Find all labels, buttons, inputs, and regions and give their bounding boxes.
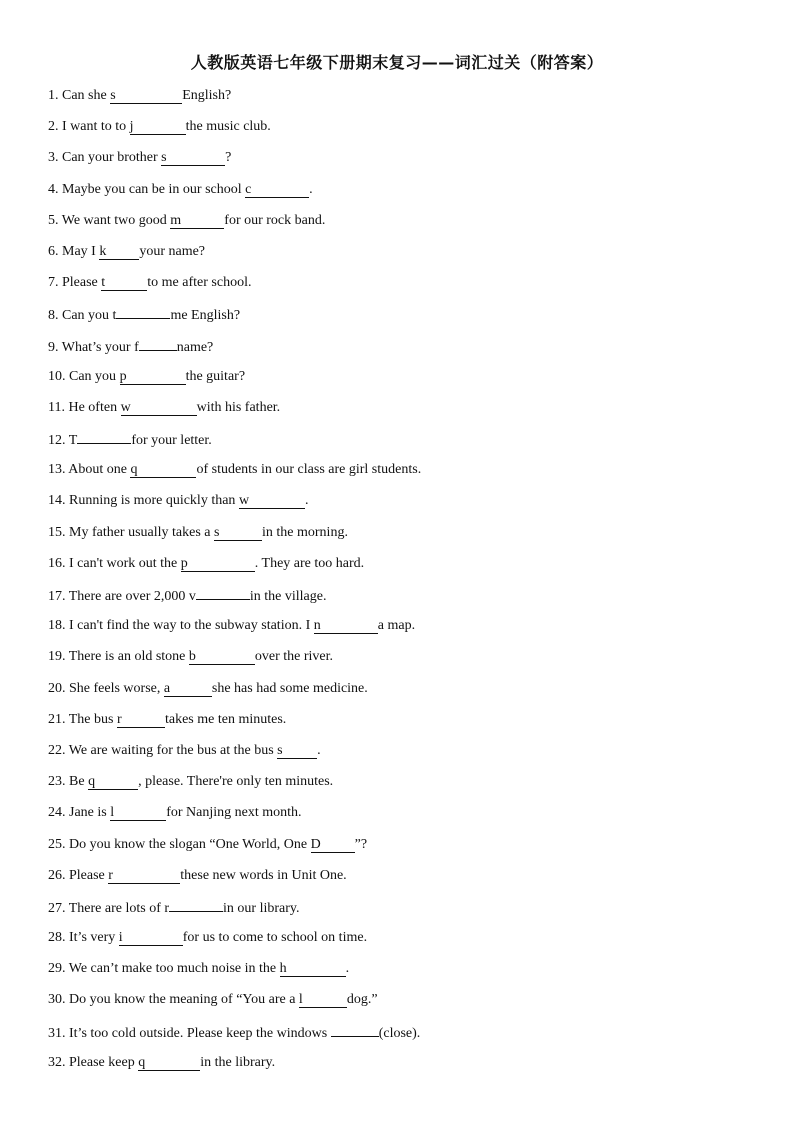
answer-blank[interactable]: q bbox=[138, 1055, 200, 1071]
answer-blank[interactable] bbox=[77, 428, 131, 444]
question-item bbox=[48, 678, 768, 709]
question-text-after: English? bbox=[182, 88, 232, 103]
question-item bbox=[48, 210, 768, 241]
page-title: 人教版英语七年级下册期末复习——词汇过关（附答案） bbox=[190, 53, 604, 72]
answer-blank[interactable]: c bbox=[245, 182, 309, 198]
question-item bbox=[48, 646, 768, 677]
question-text-before: 1. Can she bbox=[48, 88, 111, 103]
question-text-before: 25. Do you know the slogan “One World, One bbox=[48, 836, 311, 852]
question-text-after: a map. bbox=[377, 618, 416, 634]
question-text-before: 16. I can't work out the bbox=[48, 555, 181, 571]
question-text-before: 28. It’s very bbox=[48, 930, 119, 946]
question-text-after: . bbox=[304, 493, 309, 509]
question-text-before: 9. What’s your f bbox=[48, 339, 139, 355]
question-item bbox=[48, 771, 768, 802]
answer-blank[interactable]: s bbox=[110, 88, 182, 104]
question-text-before: 30. Do you know the meaning of “You are a bbox=[48, 992, 299, 1008]
question-text-before: 26. Please bbox=[48, 867, 109, 883]
question-item bbox=[48, 85, 768, 116]
question-text-after: me English? bbox=[170, 308, 241, 324]
question-item bbox=[48, 397, 768, 428]
question-item bbox=[48, 428, 768, 459]
question-text-after: to me after school. bbox=[147, 275, 252, 291]
question-item bbox=[48, 459, 768, 490]
question-item bbox=[48, 522, 768, 553]
question-text-before: 11. He often bbox=[48, 399, 121, 415]
question-text-after: for your letter. bbox=[131, 433, 212, 449]
question-text-before: 8. Can you t bbox=[48, 308, 117, 324]
answer-blank[interactable]: q bbox=[130, 462, 196, 478]
answer-blank[interactable] bbox=[196, 584, 250, 600]
question-item bbox=[48, 896, 768, 927]
question-item bbox=[48, 709, 768, 740]
answer-blank[interactable]: m bbox=[170, 213, 224, 229]
question-text-after: for us to come to school on time. bbox=[182, 930, 368, 946]
answer-blank[interactable]: t bbox=[101, 275, 147, 291]
answer-blank[interactable]: l bbox=[110, 805, 166, 821]
question-text-after: , please. There're only ten minutes. bbox=[138, 774, 334, 790]
question-text-after: the guitar? bbox=[185, 368, 246, 384]
answer-blank[interactable]: n bbox=[314, 618, 378, 634]
question-item bbox=[48, 865, 768, 896]
answer-blank[interactable]: s bbox=[277, 743, 317, 759]
question-text-after: ? bbox=[225, 150, 232, 166]
question-text-after: these new words in Unit One. bbox=[180, 867, 347, 883]
answer-blank[interactable] bbox=[331, 1021, 379, 1037]
question-text-before: 22. We are waiting for the bus at the bus bbox=[48, 742, 278, 758]
answer-blank[interactable]: h bbox=[280, 961, 346, 977]
question-text-after: . They are too hard. bbox=[254, 555, 365, 571]
question-text-after: your name? bbox=[139, 243, 206, 259]
question-text-before: 27. There are lots of r bbox=[48, 900, 170, 916]
question-text-after: . bbox=[309, 181, 313, 197]
question-text-before: 2. I want to to bbox=[48, 119, 130, 135]
question-text-after: in the village. bbox=[249, 589, 327, 604]
question-text-before: 29. We can’t make too much noise in the bbox=[48, 961, 280, 977]
answer-blank[interactable]: a bbox=[164, 681, 212, 697]
question-text-before: 3. Can your brother bbox=[48, 150, 162, 166]
answer-blank[interactable]: q bbox=[88, 774, 138, 790]
question-item bbox=[48, 335, 768, 366]
answer-blank[interactable]: l bbox=[299, 992, 347, 1008]
question-text-after: the music club. bbox=[185, 119, 271, 135]
question-item bbox=[48, 490, 768, 521]
question-text-before: 5. We want two good bbox=[48, 212, 171, 228]
question-text-before: 24. Jane is bbox=[48, 805, 111, 821]
question-text-after: of students in our class are girl students. bbox=[196, 462, 422, 478]
answer-blank[interactable] bbox=[139, 335, 177, 351]
question-item bbox=[48, 179, 768, 210]
answer-blank[interactable]: r bbox=[108, 868, 180, 884]
question-text-after: dog.” bbox=[346, 992, 378, 1008]
question-text-before: 23. Be bbox=[48, 774, 89, 790]
question-text-before: 17. There are over 2,000 v bbox=[48, 589, 196, 604]
question-text-after: with his father. bbox=[196, 399, 281, 415]
question-text-after: takes me ten minutes. bbox=[164, 711, 287, 727]
question-text-after: in our library. bbox=[223, 900, 300, 916]
question-text-before: 14. Running is more quickly than bbox=[48, 493, 239, 509]
question-item bbox=[48, 116, 768, 147]
question-text-before: 6. May I bbox=[48, 243, 100, 259]
answer-blank[interactable]: w bbox=[239, 493, 305, 509]
answer-blank[interactable]: w bbox=[121, 400, 197, 416]
question-text-after: in the library. bbox=[200, 1054, 276, 1070]
question-list bbox=[48, 85, 768, 1083]
question-item bbox=[48, 615, 768, 646]
question-text-before: 31. It’s too cold outside. Please keep the windows bbox=[48, 1025, 331, 1041]
question-text-before: 32. Please keep bbox=[48, 1054, 139, 1070]
question-text-after: name? bbox=[176, 339, 214, 355]
question-item bbox=[48, 147, 768, 178]
question-text-after: for our rock band. bbox=[224, 212, 326, 228]
answer-blank[interactable]: s bbox=[161, 150, 225, 166]
answer-blank[interactable]: r bbox=[117, 712, 165, 728]
question-text-after: ”? bbox=[354, 836, 368, 852]
answer-blank[interactable]: b bbox=[189, 649, 255, 665]
question-text-after: . bbox=[317, 742, 321, 758]
answer-blank[interactable]: s bbox=[214, 525, 262, 541]
answer-blank[interactable] bbox=[116, 303, 170, 319]
question-item bbox=[48, 553, 768, 584]
question-text-after: for Nanjing next month. bbox=[166, 805, 302, 821]
answer-blank[interactable] bbox=[169, 896, 223, 912]
question-text-after: she has had some medicine. bbox=[211, 680, 368, 696]
answer-blank[interactable]: j bbox=[130, 119, 186, 135]
question-item bbox=[48, 834, 768, 865]
answer-blank[interactable]: p bbox=[181, 556, 255, 572]
question-item bbox=[48, 272, 768, 303]
answer-blank[interactable]: i bbox=[119, 930, 183, 946]
question-text-after: . bbox=[345, 961, 350, 977]
question-item bbox=[48, 927, 768, 958]
question-text-before: 7. Please bbox=[48, 275, 102, 291]
question-text-before: 10. Can you bbox=[48, 368, 120, 384]
question-item bbox=[48, 989, 768, 1020]
question-item bbox=[48, 958, 768, 989]
question-text-before: 18. I can't find the way to the subway station. I bbox=[48, 618, 314, 634]
question-item bbox=[48, 1052, 768, 1083]
question-text-after: in the morning. bbox=[262, 524, 348, 540]
answer-blank[interactable]: D bbox=[311, 837, 355, 853]
question-text-before: 4. Maybe you can be in our school bbox=[48, 181, 246, 197]
question-text-before: 12. T bbox=[48, 433, 78, 449]
question-text-before: 20. She feels worse, bbox=[48, 680, 164, 696]
question-text-after: (close). bbox=[378, 1025, 421, 1041]
question-item bbox=[48, 740, 768, 771]
question-text-before: 19. There is an old stone bbox=[48, 649, 189, 665]
question-text-before: 13. About one bbox=[48, 462, 131, 478]
question-item bbox=[48, 802, 768, 833]
question-item bbox=[48, 1021, 768, 1052]
question-item bbox=[48, 584, 768, 615]
question-item bbox=[48, 366, 768, 397]
question-text-before: 15. My father usually takes a bbox=[48, 524, 215, 540]
question-item bbox=[48, 303, 768, 334]
question-item bbox=[48, 241, 768, 272]
question-text-before: 21. The bus bbox=[48, 711, 117, 727]
question-text-after: over the river. bbox=[254, 649, 334, 665]
answer-blank[interactable]: k bbox=[99, 244, 139, 260]
answer-blank[interactable]: p bbox=[120, 369, 186, 385]
